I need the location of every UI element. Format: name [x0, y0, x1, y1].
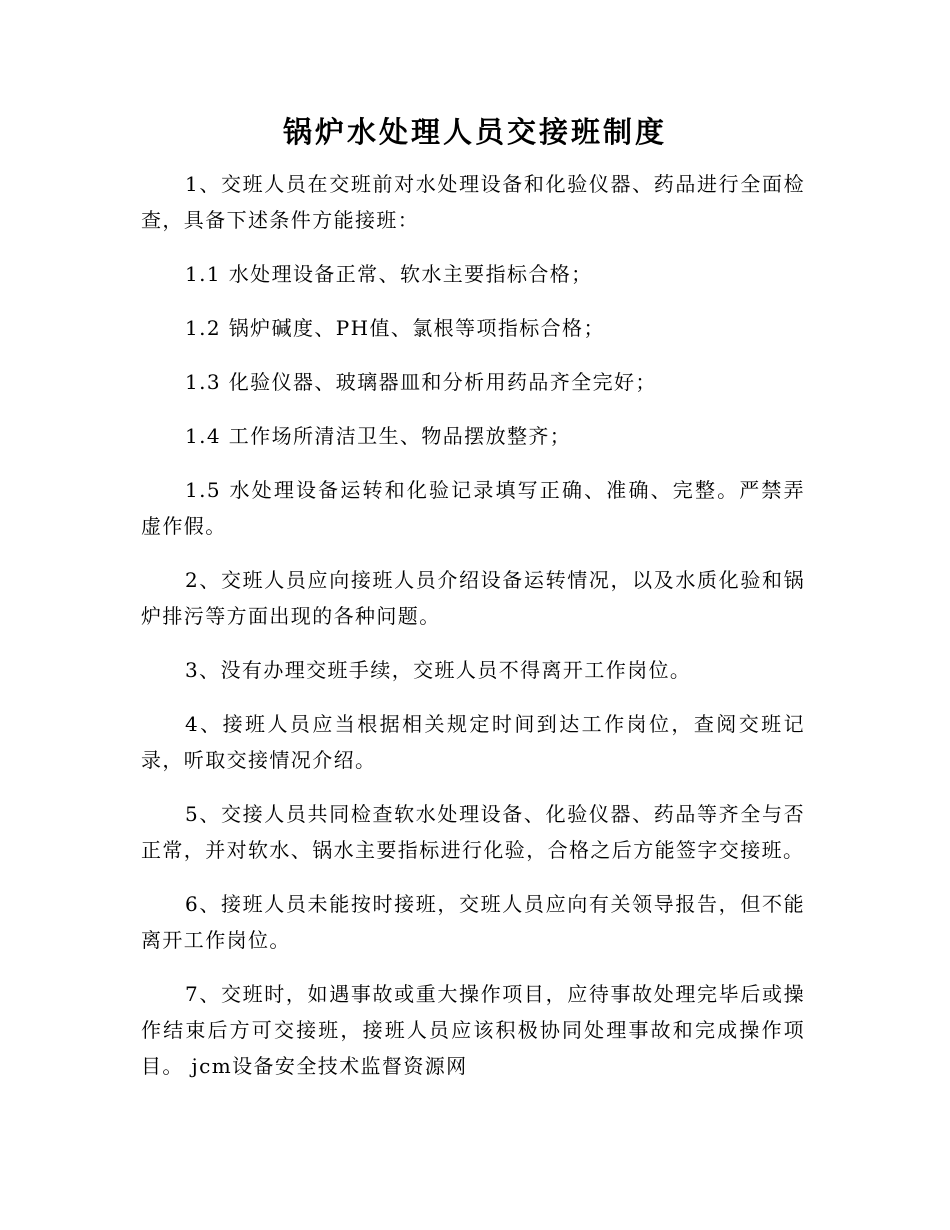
paragraph-2: 2、交班人员应向接班人员介绍设备运转情况，以及水质化验和锅炉排污等方面出现的各种问题。 [141, 568, 805, 628]
paragraph-5: 5、交接人员共同检查软水处理设备、化验仪器、药品等齐全与否正常，并对软水、锅水主要指标进行化验，合格之后方能签字交接班。 [141, 802, 805, 862]
paragraph-6: 6、接班人员未能按时接班，交班人员应向有关领导报告，但不能离开工作岗位。 [141, 892, 805, 952]
paragraph-4: 4、接班人员应当根据相关规定时间到达工作岗位，查阅交班记录，听取交接情况介绍。 [141, 712, 805, 772]
paragraph-1-4: 1.4 工作场所清洁卫生、物品摆放整齐； [185, 424, 572, 448]
paragraph-3: 3、没有办理交班手续，交班人员不得离开工作岗位。 [185, 658, 692, 682]
paragraph-7: 7、交班时，如遇事故或重大操作项目，应待事故处理完毕后或操作结束后方可交接班，接班人员应该积极协同处理事故和完成操作项目。 jcm设备安全技术监督资源网 [141, 982, 805, 1078]
document-body [141, 166, 805, 1102]
paragraph-1-2: 1.2 锅炉碱度、PH值、氯根等项指标合格； [185, 316, 605, 340]
paragraph-1: 1、交班人员在交班前对水处理设备和化验仪器、药品进行全面检查，具备下述条件方能接班： [141, 172, 805, 232]
document-title: 锅炉水处理人员交接班制度 [282, 115, 667, 149]
paragraph-1-5: 1.5 水处理设备运转和化验记录填写正确、准确、完整。严禁弄虚作假。 [141, 478, 805, 538]
paragraph-1-1: 1.1 水处理设备正常、软水主要指标合格； [185, 262, 593, 286]
paragraph-1-3: 1.3 化验仪器、玻璃器皿和分析用药品齐全完好； [185, 370, 657, 394]
